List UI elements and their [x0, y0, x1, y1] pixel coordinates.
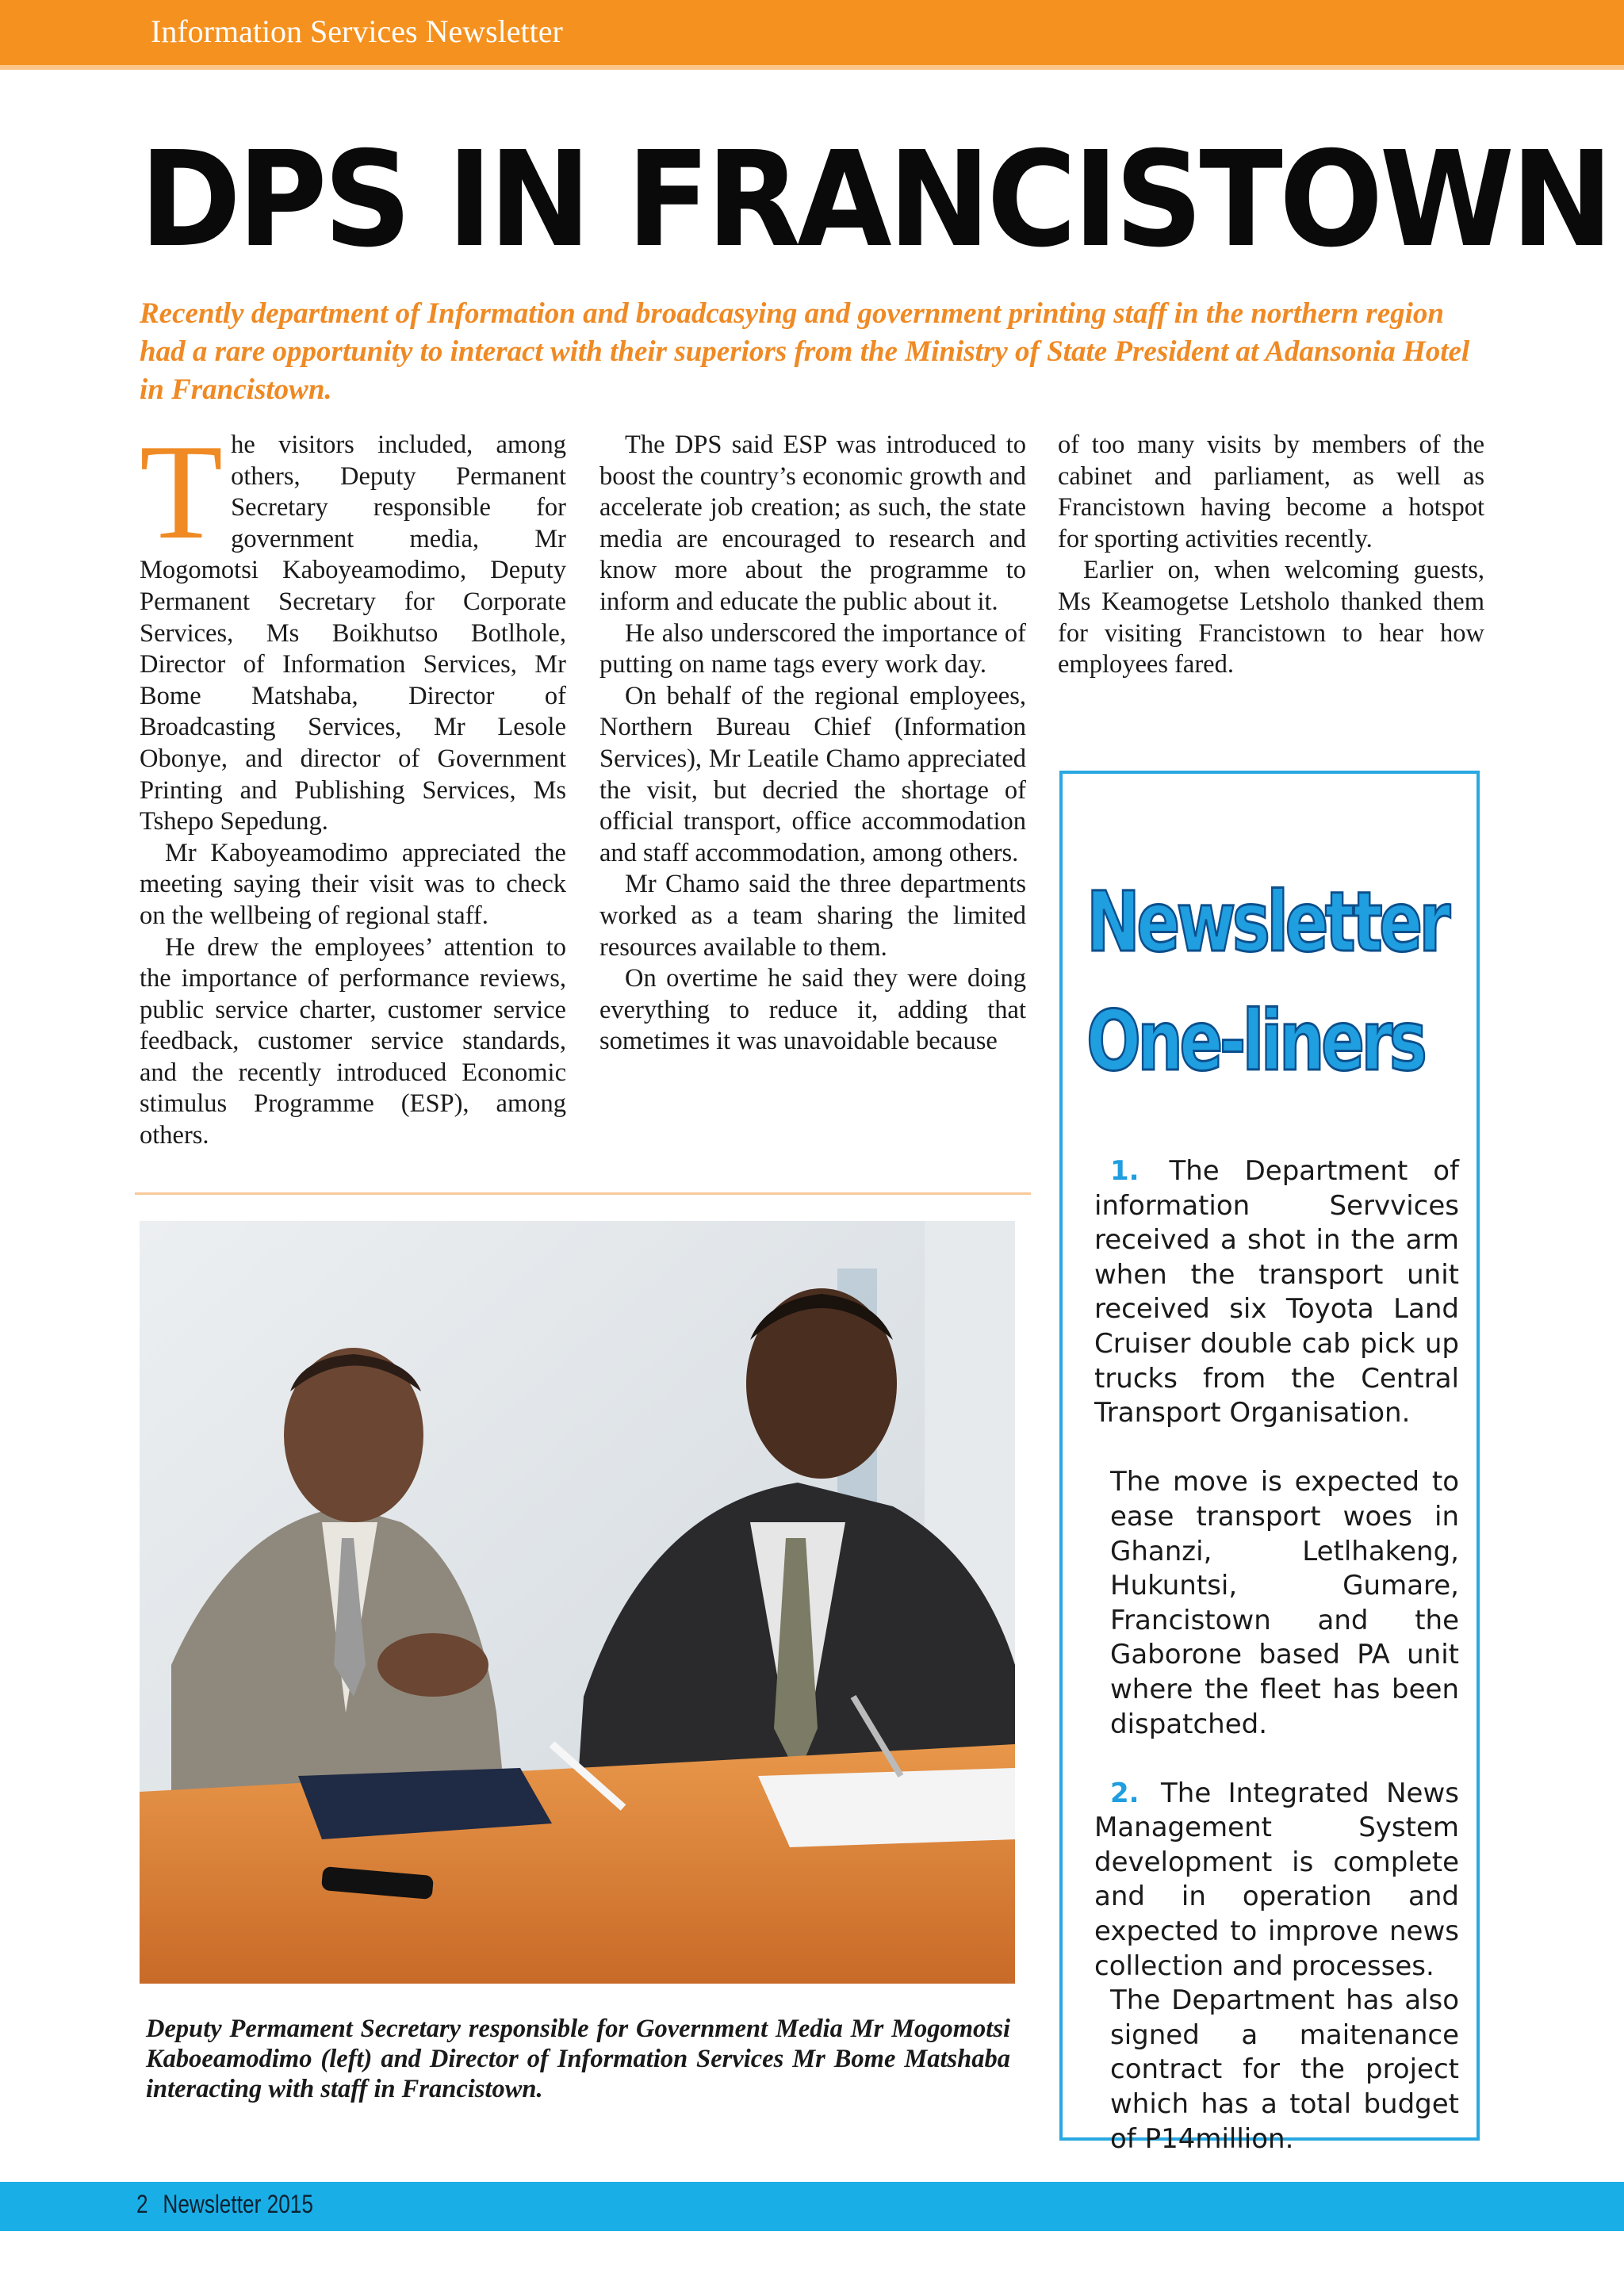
paragraph: Mr Chamo said the three departments worked as a team sharing the limited resources available to them. [599, 870, 1026, 962]
article-column-3 [1058, 430, 1484, 681]
paragraph: He drew the employees’ attention to the importance of performance reviews, public service charter, customer service feedback, customer service standards, and the recently introduced Economic stimulus Programme (ESP), among others. [140, 932, 566, 1150]
article-column-1 [140, 417, 566, 1152]
footer-label: Newsletter 2015 [163, 2190, 313, 2218]
sidebar-title [1086, 863, 1447, 1100]
article-column-2 [599, 430, 1026, 1058]
paragraph: On behalf of the regional employees, Northern Bureau Chief (Information Services), Mr Leatile Chamo appreciated the visit, but decried the shortage of official transport, office accommodation and staff accommodation, among others. [599, 681, 1026, 867]
item-number: 2. [1110, 1777, 1139, 1809]
paragraph: He also underscored the importance of putting on name tags every work day. [599, 618, 1026, 679]
article-standfirst: Recently department of Information and broadcasying and government printing staff in the northern region had a rare opportunity to interact with their superiors from the Ministry of State President at Adansonia Hotel in Francistown. [140, 297, 1470, 406]
one-liner-2-followup: The Department has also signed a maitenance contract for the project which has a total budget of P14million. [1110, 1984, 1459, 2155]
paragraph: The DPS said ESP was introduced to boost the country’s economic growth and accelerate job creation; as such, the state media are encouraged to research and know more about the programme to inform and educate the public about it. [599, 430, 1026, 616]
photo-caption: Deputy Permament Secretary responsible for Government Media Mr Mogomotsi Kaboeamodimo (left) and Director of Information Services Mr Bome Matshaba interacting with staff in Francistown. [146, 2015, 1010, 2103]
one-liner-2 [1094, 1777, 1459, 1984]
paragraph: Earlier on, when welcoming guests, Ms Keamogetse Letsholo thanked them for visiting Francistown to hear how employees fared. [1058, 556, 1484, 679]
page-number: 2 [136, 2190, 148, 2218]
paragraph: he visitors included, among others, Deputy Permanent Secretary responsible for government media, Mr Mogomotsi Kaboyeamodimo, Deputy Permanent Secretary for Corporate Services, Ms Boikhutso Botlhole, Director of Information Services, Mr Bome Matshaba, Director of Broadcasting Services, Mr Lesole Obonye, and director of Government Printing and Publishing Services, Ms Tshepo Sepedung. [140, 430, 566, 836]
section-divider [135, 1192, 1031, 1195]
one-liner-1 [1094, 1154, 1459, 1431]
sidebar-title-line-2: One-liners [1086, 993, 1424, 1089]
article-photo [140, 1221, 1015, 1984]
paragraph: On overtime he said they were doing everything to reduce it, adding that sometimes it was unavoidable because [599, 964, 1026, 1056]
sidebar-body [1094, 1154, 1459, 2156]
newsletter-title: Information Services Newsletter [151, 13, 563, 49]
paragraph: of too many visits by members of the cabinet and parliament, as well as Francistown having become a hotspot for sporting activities recently. [1058, 430, 1484, 553]
one-liner-text: The Integrated News Management System development is complete and in operation and expected to improve news collection and processes. [1094, 1777, 1459, 1982]
one-liner-1-followup: The move is expected to ease transport woes in Ghanzi, Letlhakeng, Hukuntsi, Gumare, Francistown and the Gaborone based PA unit where the fleet has been dispatched. [1110, 1466, 1459, 1740]
one-liner-text: The Department of information Servvices received a shot in the arm when the transport unit received six Toyota Land Cruiser double cab pick up trucks from the Central Transport Organisation. [1094, 1155, 1459, 1429]
footer [136, 2190, 313, 2219]
item-number: 1. [1110, 1155, 1139, 1187]
paragraph: Mr Kaboyeamodimo appreciated the meeting saying their visit was to check on the wellbeing of regional staff. [140, 838, 566, 930]
one-liners-box [1059, 771, 1480, 2155]
article-headline: DPS IN FRANCISTOWN [140, 124, 1610, 277]
sidebar-title-line-1: Newsletter [1086, 874, 1447, 970]
drop-cap: T [140, 417, 224, 568]
